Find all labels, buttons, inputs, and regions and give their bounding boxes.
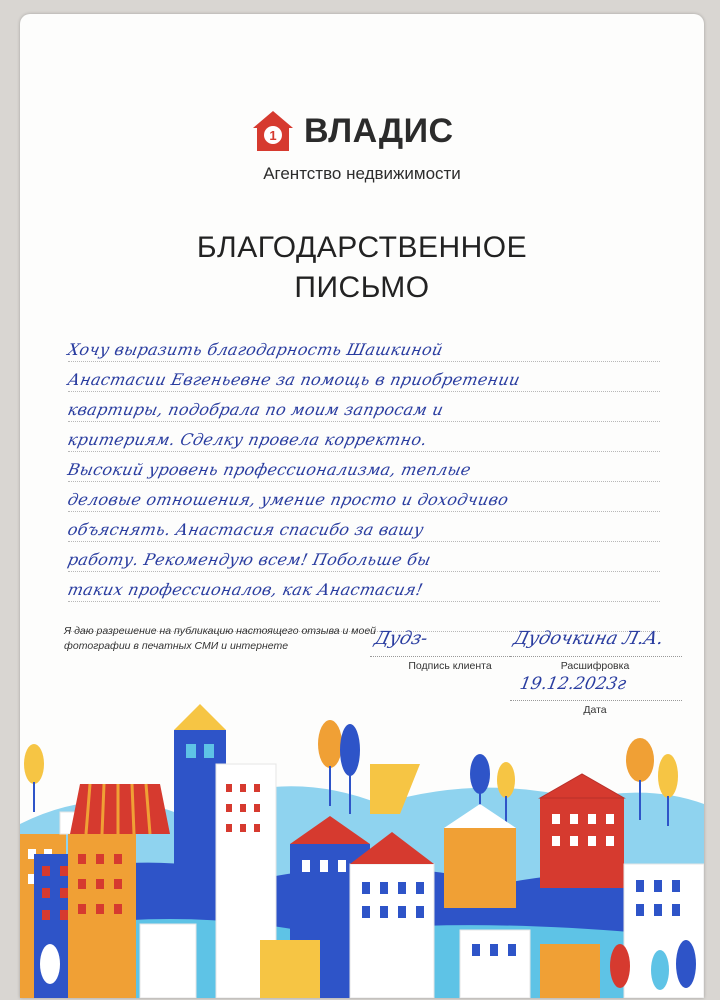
text-line: [65, 572, 660, 602]
text-line-content: квартиры, подобрала по моим запросам и: [65, 400, 446, 419]
text-line: [65, 482, 660, 512]
text-line-content: объяснять. Анастасия спасибо за вашу: [65, 520, 426, 539]
brand-tagline: Агентство недвижимости: [263, 164, 461, 183]
handwritten-text-block: [65, 332, 660, 632]
title-line-2: ПИСЬМО: [294, 271, 430, 304]
text-line-content: работу. Рекомендую всем! Побольше бы: [65, 550, 433, 569]
text-line-content: Анастасии Евгеньевне за помощь в приобретении: [65, 370, 522, 389]
signature-label: Подпись клиента: [408, 660, 492, 672]
letter-sheet: [20, 14, 704, 998]
text-line-content: Хочу выразить благодарность Шашкиной: [65, 340, 445, 359]
logo-digit: 1: [269, 128, 277, 143]
date-line: [510, 700, 682, 701]
text-line: [65, 542, 660, 572]
text-line-content: Высокий уровень профессионализма, теплые: [65, 460, 473, 479]
letter-title: [20, 228, 704, 308]
title-line-1: БЛАГОДАРСТВЕННОЕ: [196, 231, 528, 264]
text-line-content: таких профессионалов, как Анастасия!: [65, 580, 425, 599]
client-signature: Дудз-: [372, 628, 431, 649]
brand-name: ВЛАДИС: [304, 111, 454, 150]
text-line-content: критериям. Сделку провела корректно.: [65, 430, 430, 449]
text-line: [65, 422, 660, 452]
text-line: [65, 332, 660, 362]
date-value: 19.12.2023г: [518, 674, 628, 694]
text-line: [65, 392, 660, 422]
brand-logo: [250, 106, 490, 156]
decoding-label: Расшифровка: [560, 660, 630, 672]
decoding-line: [510, 656, 682, 657]
name-decoding: Дудочкина Л.А.: [511, 628, 666, 649]
town-illustration: [20, 704, 704, 998]
text-line-content: деловые отношения, умение просто и доходчиво: [65, 490, 511, 509]
text-line: [65, 512, 660, 542]
text-line: [65, 452, 660, 482]
house-key-icon: [250, 108, 296, 154]
publication-consent: Я даю разрешение на публикацию настоящего отзыва и моей фотографии в печатных СМИ и интернете: [64, 625, 377, 652]
text-line: [65, 362, 660, 392]
date-label: Дата: [583, 704, 607, 716]
signature-line: [370, 656, 520, 657]
